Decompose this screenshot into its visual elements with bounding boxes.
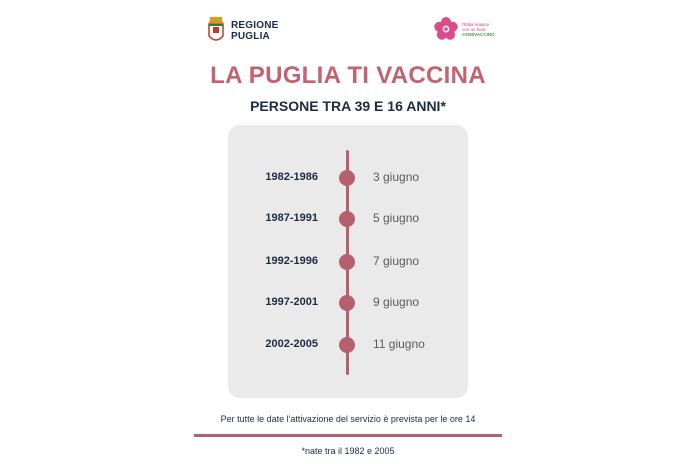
timeline-date: 3 giugno — [373, 170, 420, 184]
partner-line3: #IOMIVACCINO — [462, 31, 495, 37]
region-name-line1: REGIONE — [231, 20, 279, 31]
timeline-dot — [339, 254, 355, 270]
primula-flower-icon — [433, 16, 459, 42]
page-subtitle: PERSONE TRA 39 E 16 ANNI* — [250, 98, 446, 114]
timeline-dot — [339, 337, 355, 353]
partner-line2: con un fiore — [462, 26, 486, 32]
regione-puglia-logo — [207, 16, 279, 46]
partner-logo-text — [462, 22, 496, 37]
timeline-years: 1997-2001 — [265, 296, 318, 308]
timeline-dot — [339, 170, 355, 186]
timeline-row — [0, 293, 696, 313]
timeline-row — [0, 168, 696, 188]
timeline-date: 9 giugno — [373, 295, 420, 309]
timeline-years: 1992-1996 — [265, 255, 318, 267]
timeline-date: 11 giugno — [373, 337, 425, 351]
activation-note: Per tutte le date l'attivazione del servizio è prevista per le ore 14 — [220, 414, 476, 424]
timeline-years: 1987-1991 — [265, 212, 318, 224]
region-name-line2: PUGLIA — [231, 31, 270, 42]
timeline-dot — [339, 295, 355, 311]
timeline-date: 5 giugno — [373, 211, 420, 225]
region-name — [231, 20, 279, 42]
timeline-row — [0, 335, 696, 355]
timeline-date: 7 giugno — [373, 254, 420, 268]
regione-puglia-crest-icon — [207, 16, 225, 46]
page-title: LA PUGLIA TI VACCINA — [210, 62, 486, 89]
partner-line1: l'Italia rinasce — [462, 21, 490, 27]
divider — [194, 434, 502, 437]
timeline-years: 2002-2005 — [265, 338, 318, 350]
partner-logo — [433, 16, 496, 42]
footnote: *nate tra il 1982 e 2005 — [301, 446, 395, 456]
timeline-row — [0, 209, 696, 229]
timeline-years: 1982-1986 — [265, 171, 318, 183]
timeline-row — [0, 252, 696, 272]
timeline-dot — [339, 211, 355, 227]
